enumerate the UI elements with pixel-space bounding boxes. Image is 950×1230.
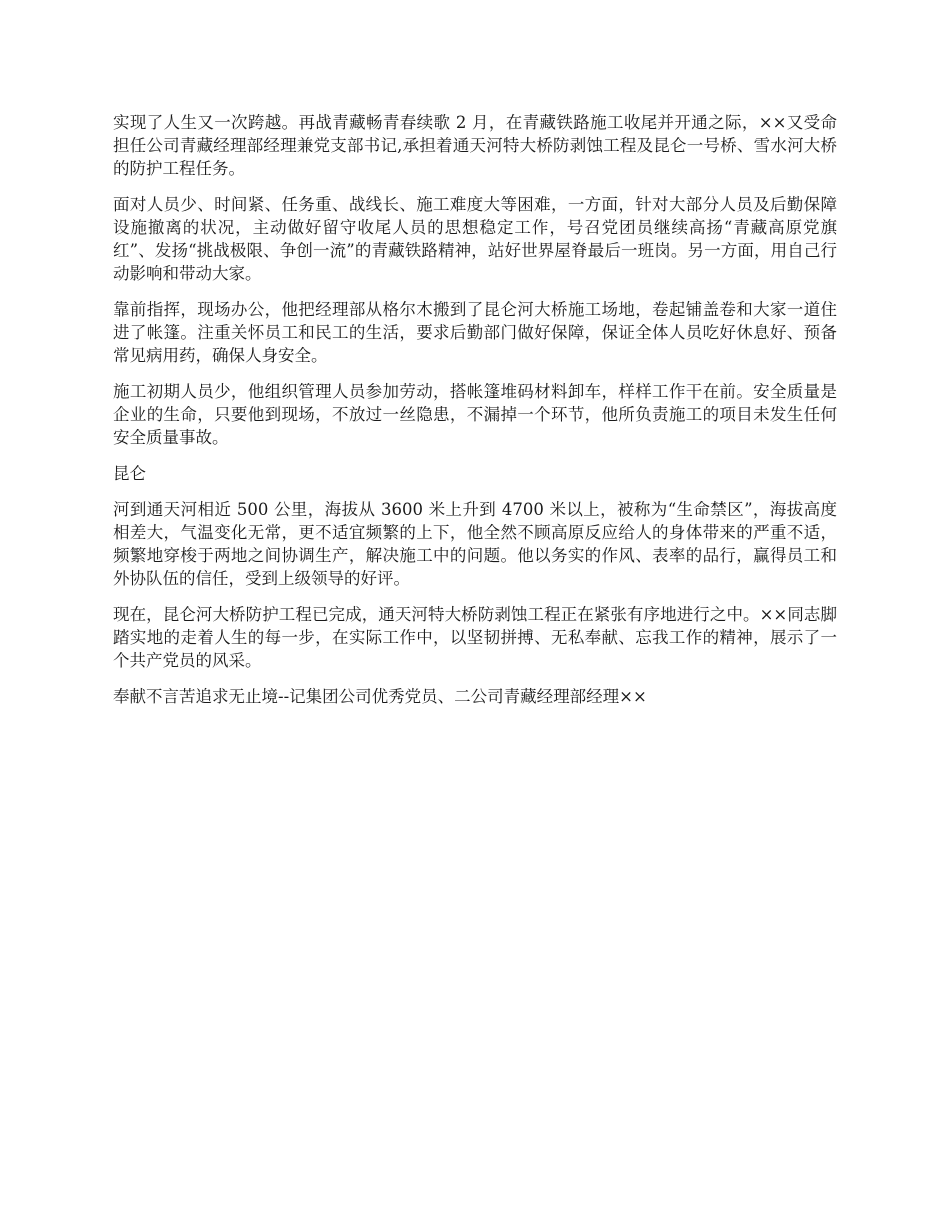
- paragraph-5: 昆仑: [113, 464, 146, 483]
- paragraph-7: 现在，昆仑河大桥防护工程已完成，通天河特大桥防剥蚀工程正在紧张有序地进行之中。××同志脚踏实地的走着人生的每一步，在实际工作中，以坚韧拼搏、无私奉献、忘我工作的精神，展示了一个共产党员的风采。: [113, 605, 837, 670]
- document-body: [113, 111, 837, 721]
- paragraph-3: 靠前指挥，现场办公，他把经理部从格尔木搬到了昆仑河大桥施工场地，卷起铺盖卷和大家一道住进了帐篷。注重关怀员工和民工的生活，要求后勤部门做好保障，保证全体人员吃好休息好、预备常见病用药，确保人身安全。: [113, 300, 837, 365]
- article-title-line: 奉献不言苦追求无止境--记集团公司优秀党员、二公司青藏经理部经理××: [113, 687, 647, 706]
- paragraph-2: 面对人员少、时间紧、任务重、战线长、施工难度大等困难，一方面，针对大部分人员及后勤保障设施撤离的状况，主动做好留守收尾人员的思想稳定工作，号召党团员继续高扬“青藏高原党旗红”、发扬“挑战极限、争创一流”的青藏铁路精神，站好世界屋脊最后一班岗。另一方面，用自己行动影响和带动大家。: [113, 195, 837, 283]
- paragraph-6: 河到通天河相近 500 公里，海拔从 3600 米上升到 4700 米以上，被称为“生命禁区”，海拔高度相差大，气温变化无常，更不适宜频繁的上下，他全然不顾高原反应给人的身体带来的严重不适，频繁地穿梭于两地之间协调生产，解决施工中的问题。他以务实的作风、表率的品行，赢得员工和外协队伍的信任，受到上级领导的好评。: [113, 500, 837, 588]
- paragraph-4: 施工初期人员少，他组织管理人员参加劳动，搭帐篷堆码材料卸车，样样工作干在前。安全质量是企业的生命，只要他到现场，不放过一丝隐患，不漏掉一个环节，他所负责施工的项目未发生任何安全质量事故。: [113, 382, 837, 447]
- paragraph-1: 实现了人生又一次跨越。再战青藏畅青春续歌 2 月，在青藏铁路施工收尾并开通之际，××又受命担任公司青藏经理部经理兼党支部书记,承担着通天河特大桥防剥蚀工程及昆仑一号桥、雪水河大桥的防护工程任务。: [113, 113, 837, 178]
